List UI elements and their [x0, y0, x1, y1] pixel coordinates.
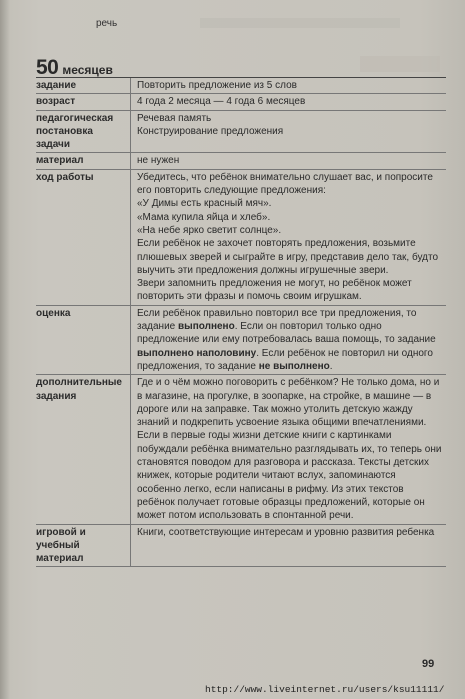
- value-play-material: Книги, соответствующие интересам и уровню развития ребенка: [131, 524, 447, 567]
- value-pedagogical: [131, 110, 447, 153]
- label-task: задание: [36, 78, 131, 94]
- procedure-sentence-2: «Мама купила яйца и хлеб».: [137, 211, 271, 223]
- value-age: 4 года 2 месяца — 4 года 6 месяцев: [131, 94, 447, 110]
- footer-url[interactable]: http://www.liveinternet.ru/users/ksu11111/: [205, 684, 445, 695]
- table-row: [36, 169, 446, 305]
- value-additional: [131, 375, 447, 524]
- label-play-material: [36, 524, 131, 567]
- table-row: [36, 78, 446, 94]
- value-pedagogical-line1: Речевая память: [137, 112, 212, 124]
- assessment-result-half: выполнено наполовину: [137, 347, 257, 359]
- table-row: [36, 524, 446, 567]
- table-row: [36, 94, 446, 110]
- value-task: Повторить предложение из 5 слов: [131, 78, 447, 94]
- value-assessment: [131, 305, 447, 374]
- assessment-text-part: . Если он повторил только одно предложение или ему потребовалась ваша помощь, то задание: [137, 321, 436, 346]
- label-additional: [36, 375, 131, 524]
- label-age: возраст: [36, 94, 131, 110]
- assessment-result-not-done: не выполнено: [258, 360, 330, 372]
- assessment-text-part: .: [329, 360, 333, 372]
- procedure-sentence-3: «На небе ярко светит солнце».: [137, 224, 282, 236]
- table-row: [36, 305, 446, 374]
- label-pedagogical-line2: постановка задачи: [36, 125, 93, 151]
- label-procedure: ход работы: [36, 169, 131, 305]
- label-pedagogical-line1: педагогическая: [36, 112, 114, 124]
- assessment-result-done: выполнено: [178, 321, 235, 333]
- additional-paragraph-2: Если в первые годы жизни детские книги с картинками побуждали ребёнка внимательно разглядывать их, то теперь они становятся поводом для разговора и рассказа. Тексты детских книжек, которые родители читают вслух, запоминаются особенно легко, если написаны в рифму. Из этих текстов ребёнок получает готовые образцы предложений, которые он может потом использовать в спонтанной речи.: [137, 430, 442, 522]
- task-table: [36, 78, 446, 567]
- table-row: [36, 153, 446, 169]
- label-pedagogical: [36, 110, 131, 153]
- label-assessment: оценка: [36, 305, 131, 374]
- page-number: 99: [422, 658, 435, 670]
- bleed-through-text: [200, 18, 400, 28]
- procedure-paragraph-1: Убедитесь, что ребёнок внимательно слушает вас, и попросите его повторить следующие предложения:: [137, 171, 433, 197]
- table-row: [36, 110, 446, 153]
- additional-paragraph-1: Где и о чём можно поговорить с ребёнком? Не только дома, но и в магазине, на прогулке, в зоопарке, на стройке, в машине — в дороге или на заправке. Так можно утолить детскую жажду знаний и подкрепить усвоение языка общими впечатлениями.: [137, 377, 440, 429]
- assessment-text: [137, 307, 442, 373]
- label-additional-line2: задания: [36, 390, 77, 402]
- assessment-text-part: . Если ребёнок не повторил ни одного предложения, то задание: [137, 347, 433, 372]
- table-row: [36, 375, 446, 524]
- title-months-number: 50: [36, 56, 59, 79]
- value-pedagogical-line2: Конструирование предложения: [137, 125, 284, 137]
- procedure-sentence-1: «У Димы есть красный мяч».: [137, 198, 272, 210]
- bleed-through-text: [360, 56, 440, 72]
- assessment-text-part: Если ребёнок правильно повторил все три предложения, то задание: [137, 307, 417, 333]
- label-play-material-line2: материал: [36, 553, 84, 565]
- procedure-paragraph-2: Если ребёнок не захочет повторять предложения, возьмите плюшевых зверей и сыграйте в игру, представив дело так, будто выучить эти предложения должны игрушечные звери.: [137, 238, 439, 276]
- label-play-material-line1: игровой и учебный: [36, 526, 86, 551]
- label-additional-line1: дополнительные: [36, 377, 122, 389]
- title-months-word: месяцев: [62, 63, 113, 77]
- label-material: материал: [36, 153, 131, 169]
- running-header-section: речь: [96, 18, 118, 29]
- value-material: не нужен: [131, 153, 447, 169]
- value-procedure: [131, 169, 447, 305]
- procedure-paragraph-3: Звери запомнить предложения не могут, но ребёнок может повторить эти фразы и помочь своим игрушкам.: [137, 278, 412, 303]
